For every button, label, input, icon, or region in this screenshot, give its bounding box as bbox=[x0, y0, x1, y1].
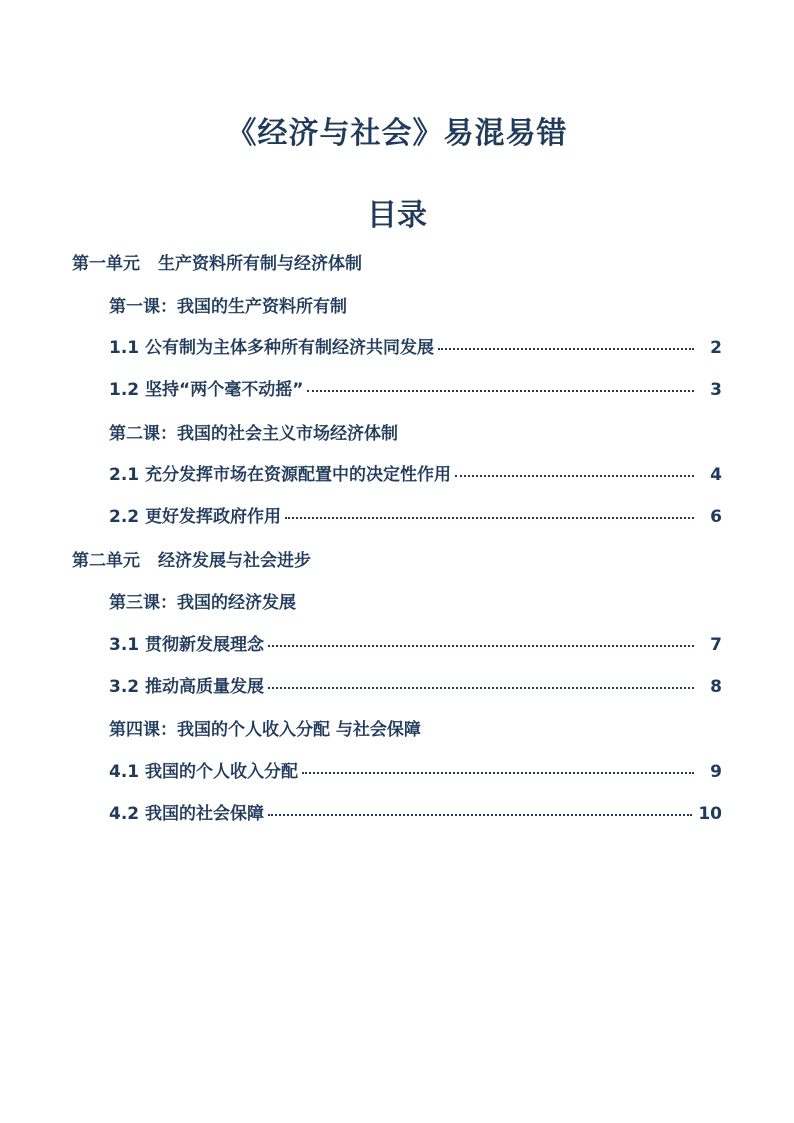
toc-entry-4-2[interactable] bbox=[109, 799, 722, 823]
document-title: 《经济与社会》易混易错 bbox=[226, 116, 568, 151]
unit-number: 第一单元 bbox=[72, 254, 140, 274]
dot-leader bbox=[307, 390, 694, 392]
entry-page-number: 6 bbox=[710, 507, 722, 527]
toc-entry-1-2[interactable] bbox=[109, 375, 722, 399]
toc-entry-2-2[interactable] bbox=[109, 502, 722, 526]
entry-page-number: 9 bbox=[710, 762, 722, 782]
toc-entry-3-1[interactable] bbox=[109, 630, 722, 654]
toc-unit-2[interactable] bbox=[72, 546, 311, 571]
toc-entry-4-1[interactable] bbox=[109, 757, 722, 781]
toc-unit-1[interactable] bbox=[72, 249, 362, 274]
unit-number: 第二单元 bbox=[72, 551, 140, 571]
entry-label: 4.1 我国的个人收入分配 bbox=[109, 762, 299, 782]
unit-title: 经济发展与社会进步 bbox=[158, 551, 311, 571]
toc-heading: 目录 bbox=[367, 198, 427, 233]
dot-leader bbox=[268, 687, 694, 689]
entry-label: 3.1 贯彻新发展理念 bbox=[109, 635, 265, 655]
entry-label: 1.2 坚持“两个毫不动摇” bbox=[109, 380, 304, 400]
toc-lesson-3[interactable]: 第三课：我国的经济发展 bbox=[109, 593, 296, 613]
dot-leader bbox=[302, 772, 694, 774]
entry-page-number: 4 bbox=[710, 465, 722, 485]
entry-page-number: 7 bbox=[710, 635, 722, 655]
toc-entry-2-1[interactable] bbox=[109, 460, 722, 484]
dot-leader bbox=[455, 475, 694, 477]
toc-lesson-1[interactable]: 第一课：我国的生产资料所有制 bbox=[109, 297, 347, 317]
entry-label: 2.1 充分发挥市场在资源配置中的决定性作用 bbox=[109, 465, 452, 485]
entry-page-number: 8 bbox=[710, 677, 722, 697]
toc-lesson-4[interactable]: 第四课：我国的个人收入分配 与社会保障 bbox=[109, 720, 421, 740]
dot-leader bbox=[268, 645, 694, 647]
entry-label: 1.1 公有制为主体多种所有制经济共同发展 bbox=[109, 338, 435, 358]
dot-leader bbox=[285, 517, 694, 519]
entry-page-number: 10 bbox=[698, 804, 722, 824]
entry-page-number: 3 bbox=[710, 380, 722, 400]
toc-entry-1-1[interactable] bbox=[109, 333, 722, 357]
entry-label: 3.2 推动高质量发展 bbox=[109, 677, 265, 697]
entry-label: 4.2 我国的社会保障 bbox=[109, 804, 265, 824]
toc-entry-3-2[interactable] bbox=[109, 672, 722, 696]
entry-page-number: 2 bbox=[710, 338, 722, 358]
dot-leader bbox=[268, 814, 692, 816]
unit-title: 生产资料所有制与经济体制 bbox=[158, 254, 362, 274]
toc-lesson-2[interactable]: 第二课：我国的社会主义市场经济体制 bbox=[109, 424, 398, 444]
entry-label: 2.2 更好发挥政府作用 bbox=[109, 507, 282, 527]
dot-leader bbox=[438, 348, 694, 350]
